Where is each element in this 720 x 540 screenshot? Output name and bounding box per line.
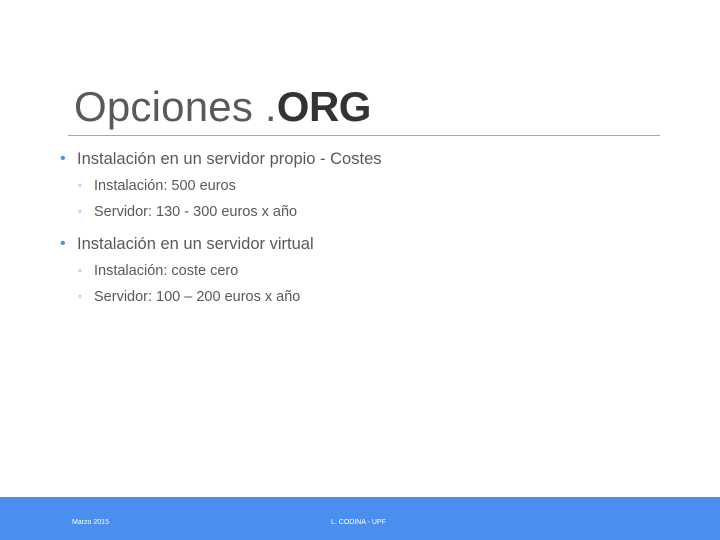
- bullet-circle-icon: ◦: [78, 206, 82, 218]
- sub-bullet-item: [60, 258, 680, 284]
- footer-date: Marzo 2015: [72, 519, 109, 526]
- bullet-dot-icon: •: [60, 150, 66, 167]
- bullet-text: Instalación en un servidor virtual: [77, 235, 314, 253]
- sub-bullet-list: [60, 258, 680, 310]
- sub-bullet-text: Servidor: 100 – 200 euros x año: [94, 289, 301, 305]
- slide-title: [74, 84, 371, 130]
- bullet-item-level1: [60, 148, 680, 170]
- bullet-text: Instalación en un servidor propio - Costes: [77, 150, 382, 168]
- bullet-group-virtual-server: [60, 233, 680, 310]
- slide-content: [60, 148, 680, 310]
- sub-bullet-item: [60, 173, 680, 199]
- bullet-circle-icon: ◦: [78, 291, 82, 303]
- bullet-circle-icon: ◦: [78, 180, 82, 192]
- sub-bullet-list: [60, 173, 680, 225]
- bullet-circle-icon: ◦: [78, 265, 82, 277]
- sub-bullet-text: Instalación: 500 euros: [94, 178, 236, 194]
- sub-bullet-item: [60, 284, 680, 310]
- sub-bullet-item: [60, 199, 680, 225]
- title-emphasis: ORG: [276, 83, 371, 130]
- sub-bullet-text: Instalación: coste cero: [94, 263, 239, 279]
- bullet-item-level1: [60, 233, 680, 255]
- sub-bullet-text: Servidor: 130 - 300 euros x año: [94, 204, 298, 220]
- footer-author: L. CODINA - UPF: [331, 519, 386, 526]
- bullet-group-own-server: [60, 148, 680, 225]
- bullet-dot-icon: •: [60, 235, 66, 252]
- title-prefix: Opciones .: [74, 83, 277, 130]
- title-divider: [68, 135, 660, 136]
- footer-bar: [0, 497, 720, 540]
